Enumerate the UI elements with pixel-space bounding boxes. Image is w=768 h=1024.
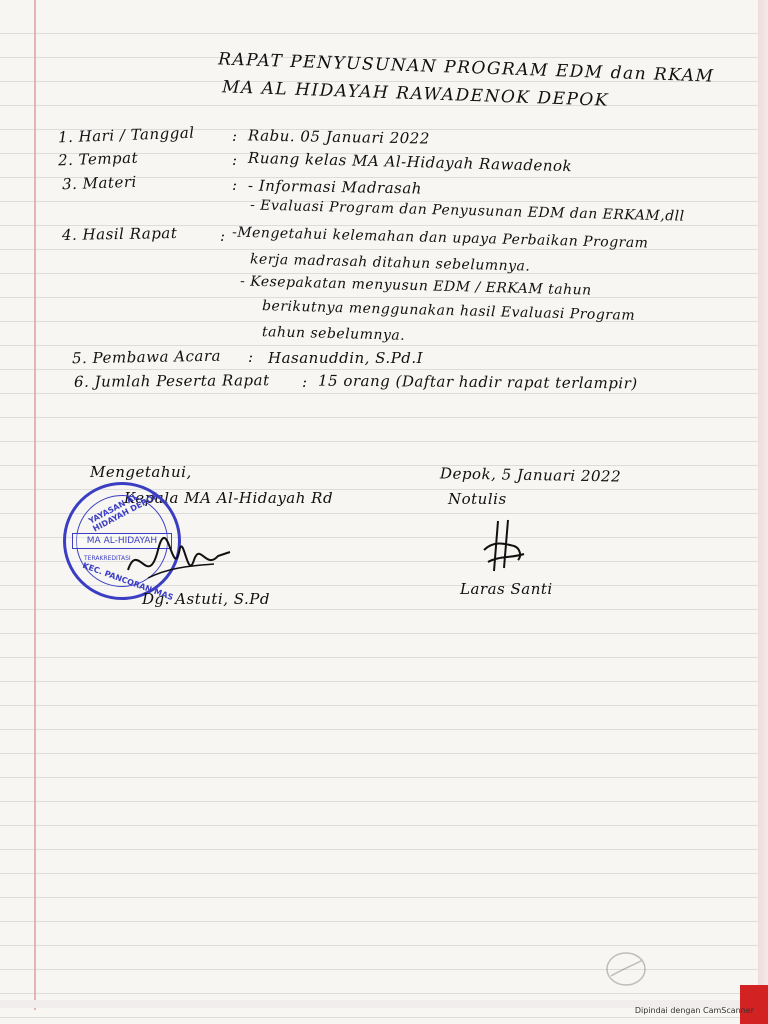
item-label-3: 3. Materi	[61, 172, 138, 194]
item-label-6: 6. Jumlah Peserta Rapat	[73, 371, 270, 391]
page-edge	[758, 0, 768, 1024]
item-sep-3: :	[232, 176, 238, 194]
item-label-2: 2. Tempat	[57, 148, 139, 170]
item-label-4: 4. Hasil Rapat	[61, 223, 178, 245]
item-value-4e: tahun sebelumnya.	[261, 324, 406, 344]
principal-name: Dg. Astuti, S.Pd	[142, 590, 270, 608]
item-sep-6: :	[302, 373, 308, 391]
item-value-4b: kerja madrasah ditahun sebelumnya.	[249, 251, 531, 275]
item-value-6: 15 orang (Daftar hadir rapat terlampir)	[317, 371, 638, 393]
stamp-center-text: MA AL-HIDAYAH	[72, 533, 172, 549]
item-value-2: Ruang kelas MA Al-Hidayah Rawadenok	[247, 148, 573, 176]
item-value-5: Hasanuddin, S.Pd.I	[268, 349, 424, 367]
item-sep-5: :	[248, 348, 254, 366]
item-sep-2: :	[232, 151, 238, 169]
item-sep-4: :	[220, 227, 226, 245]
notulis-label: Notulis	[448, 490, 507, 508]
stamp-top-text: YAYASAN AL HIDAYAH DEPOK	[87, 491, 161, 534]
acknowledged-label: Mengetahui,	[90, 463, 192, 481]
principal-title: Kepala MA Al-Hidayah Rd	[124, 489, 334, 507]
item-value-3b: - Evaluasi Program dan Penyusunan EDM dan ERKAM,dll	[249, 197, 685, 225]
item-label-5: 5. Pembawa Acara	[71, 346, 222, 368]
scanner-footer: Dipindai dengan CamScanner	[634, 1006, 754, 1015]
item-value-4: -Mengetahui kelemahan dan upaya Perbaikan Program	[231, 224, 649, 252]
item-value-3: - Informasi Madrasah	[247, 176, 423, 198]
title-line-2: MA AL HIDAYAH RAWADENOK DEPOK	[221, 77, 610, 111]
notulis-signature	[478, 516, 528, 578]
stamp-sub-text: TERAKREDITASI	[84, 555, 131, 562]
item-value-4c: - Kesepakatan menyusun EDM / ERKAM tahun	[239, 273, 592, 299]
item-value-1: Rabu. 05 Januari 2022	[247, 126, 431, 148]
item-label-1: 1. Hari / Tanggal	[57, 123, 195, 147]
item-sep-1: :	[232, 127, 238, 145]
notulis-name: Laras Santi	[460, 580, 553, 598]
item-value-4d: berikutnya menggunakan hasil Evaluasi Program	[261, 298, 636, 324]
title-line-1: RAPAT PENYUSUNAN PROGRAM EDM dan RKAM	[217, 49, 715, 87]
camscanner-logo-icon	[605, 950, 647, 988]
stamp-bottom-text: KEC. PANCORAN MAS	[81, 560, 175, 603]
margin-line	[34, 0, 36, 1010]
cover-corner	[740, 985, 768, 1024]
place-date: Depok, 5 Januari 2022	[439, 464, 622, 486]
